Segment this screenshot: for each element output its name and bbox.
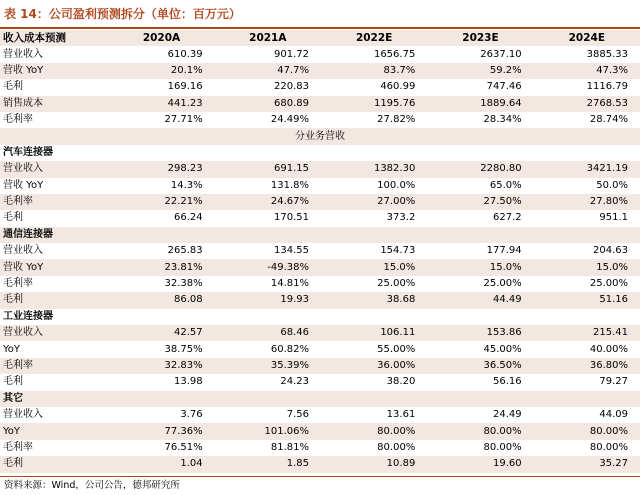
- value-cell: 13.61: [386, 409, 416, 421]
- value-cell: 77.36%: [108, 423, 214, 439]
- value-cell: 35.39%: [215, 358, 321, 374]
- value-cell: 101.06%: [215, 423, 321, 439]
- value-cell: 901.72: [273, 48, 309, 60]
- section-header-row: [0, 145, 640, 161]
- value-cell: 131.8%: [270, 179, 309, 191]
- value-cell: 2280.80: [427, 161, 533, 177]
- header-cell: 2021A: [215, 30, 321, 46]
- table-row: [0, 259, 640, 275]
- row-label: YoY: [3, 343, 21, 355]
- value-cell: 32.38%: [164, 278, 203, 290]
- value-cell: 3421.19: [534, 161, 640, 177]
- value-cell: 44.09: [599, 409, 628, 421]
- top-rule: [0, 27, 640, 29]
- row-label: 毛利率: [3, 441, 33, 453]
- value-cell: 24.49%: [270, 114, 309, 126]
- section-title: 其它: [0, 391, 640, 407]
- value-cell: 86.08: [108, 292, 214, 308]
- value-cell: 55.00%: [377, 343, 416, 355]
- value-cell: 22.21%: [108, 194, 214, 210]
- table-row: [0, 79, 640, 95]
- row-label: 销售成本: [0, 96, 108, 112]
- value-cell: 1889.64: [427, 96, 533, 112]
- table-row: [0, 440, 640, 456]
- value-cell: 1.85: [215, 456, 321, 472]
- value-cell: 19.60: [427, 456, 533, 472]
- row-label: 营收 YoY: [0, 259, 108, 275]
- value-cell: 40.00%: [589, 343, 628, 355]
- table-row: [0, 63, 640, 79]
- value-cell: 81.81%: [270, 441, 309, 453]
- value-cell: 42.57: [108, 325, 214, 341]
- value-cell: 691.15: [215, 161, 321, 177]
- value-cell: 13.98: [174, 376, 203, 388]
- row-label: 营业收入: [0, 161, 108, 177]
- header-cell: 2022E: [321, 30, 427, 46]
- value-cell: 35.27: [534, 456, 640, 472]
- bottom-rule: [0, 476, 640, 477]
- value-cell: 44.49: [427, 292, 533, 308]
- section-title: 汽车连接器: [3, 146, 53, 158]
- table-row: [0, 96, 640, 112]
- value-cell: 220.83: [273, 81, 309, 93]
- value-cell: 610.39: [167, 48, 203, 60]
- row-label: 毛利率: [3, 278, 33, 290]
- value-cell: 100.0%: [377, 179, 416, 191]
- value-cell: 10.89: [321, 456, 427, 472]
- value-cell: -49.38%: [215, 259, 321, 275]
- row-label: 毛利: [0, 292, 108, 308]
- value-cell: 28.34%: [483, 114, 522, 126]
- row-label: 毛利率: [3, 114, 33, 126]
- value-cell: 3.76: [180, 409, 203, 421]
- row-label: 营业收入: [3, 245, 43, 257]
- section-header-row: [0, 309, 640, 325]
- table-row: [0, 178, 640, 194]
- header-cell: 2023E: [427, 30, 533, 46]
- value-cell: 7.56: [286, 409, 309, 421]
- value-cell: 680.89: [215, 96, 321, 112]
- table-row: [0, 161, 640, 177]
- value-cell: 24.49: [493, 409, 522, 421]
- section-header-row: [0, 391, 640, 407]
- section-header-row: [0, 227, 640, 243]
- value-cell: 80.00%: [589, 441, 628, 453]
- value-cell: 747.46: [486, 81, 522, 93]
- value-cell: 83.7%: [321, 63, 427, 79]
- value-cell: 177.94: [486, 245, 522, 257]
- value-cell: 14.3%: [170, 179, 203, 191]
- value-cell: 66.24: [174, 212, 203, 224]
- row-label: 营业收入: [0, 325, 108, 341]
- table-row: [0, 456, 640, 472]
- row-label: 毛利率: [0, 194, 108, 210]
- value-cell: 14.81%: [270, 278, 309, 290]
- row-label: 毛利: [3, 81, 23, 93]
- value-cell: 79.27: [599, 376, 628, 388]
- value-cell: 76.51%: [164, 441, 203, 453]
- segment-divider-row: [0, 128, 640, 144]
- value-cell: 1656.75: [373, 48, 416, 60]
- value-cell: 153.86: [427, 325, 533, 341]
- segment-divider-label: 分业务营收: [0, 128, 640, 144]
- table-row: [0, 423, 640, 439]
- value-cell: 25.00%: [589, 278, 628, 290]
- value-cell: 1116.79: [586, 81, 628, 93]
- value-cell: 1195.76: [321, 96, 427, 112]
- table-row: [0, 112, 640, 128]
- value-cell: 25.00%: [483, 278, 522, 290]
- value-cell: 56.16: [493, 376, 522, 388]
- value-cell: 25.00%: [377, 278, 416, 290]
- value-cell: 3885.33: [586, 48, 628, 60]
- value-cell: 80.00%: [534, 423, 640, 439]
- value-cell: 134.55: [273, 245, 309, 257]
- source-note: 资料来源：Wind，公司公告，德邦研究所: [4, 480, 180, 491]
- value-cell: 23.81%: [108, 259, 214, 275]
- value-cell: 1.04: [108, 456, 214, 472]
- value-cell: 51.16: [534, 292, 640, 308]
- value-cell: 20.1%: [108, 63, 214, 79]
- row-label: 毛利: [3, 376, 23, 388]
- value-cell: 106.11: [321, 325, 427, 341]
- value-cell: 170.51: [273, 212, 309, 224]
- table-row: [0, 210, 640, 226]
- value-cell: 60.82%: [270, 343, 309, 355]
- value-cell: 80.00%: [377, 441, 416, 453]
- value-cell: 265.83: [167, 245, 203, 257]
- table-row: [0, 292, 640, 308]
- value-cell: 28.74%: [589, 114, 628, 126]
- value-cell: 441.23: [108, 96, 214, 112]
- table-row: [0, 325, 640, 341]
- section-title: 通信连接器: [0, 227, 640, 243]
- value-cell: 27.50%: [427, 194, 533, 210]
- value-cell: 1382.30: [321, 161, 427, 177]
- value-cell: 154.73: [380, 245, 416, 257]
- header-cell: 2020A: [108, 30, 214, 46]
- value-cell: 24.23: [280, 376, 309, 388]
- value-cell: 2637.10: [480, 48, 522, 60]
- value-cell: 27.71%: [164, 114, 203, 126]
- value-cell: 27.82%: [377, 114, 416, 126]
- value-cell: 59.2%: [427, 63, 533, 79]
- value-cell: 47.7%: [215, 63, 321, 79]
- table-row: [0, 194, 640, 210]
- value-cell: 15.0%: [534, 259, 640, 275]
- value-cell: 2768.53: [534, 96, 640, 112]
- table-row: [0, 407, 640, 423]
- value-cell: 298.23: [108, 161, 214, 177]
- value-cell: 215.41: [534, 325, 640, 341]
- row-label: 毛利: [0, 456, 108, 472]
- header-cell: 收入成本预测: [0, 30, 108, 46]
- value-cell: 373.2: [386, 212, 416, 224]
- value-cell: 15.0%: [321, 259, 427, 275]
- value-cell: 169.16: [167, 81, 203, 93]
- value-cell: 45.00%: [483, 343, 522, 355]
- row-label: 营收 YoY: [3, 179, 44, 191]
- value-cell: 38.75%: [164, 343, 203, 355]
- table-row: [0, 341, 640, 357]
- value-cell: 627.2: [493, 212, 522, 224]
- value-cell: 36.00%: [321, 358, 427, 374]
- value-cell: 47.3%: [534, 63, 640, 79]
- row-label: 营业收入: [3, 409, 43, 421]
- header-cell: 2024E: [534, 30, 640, 46]
- table-row: [0, 374, 640, 390]
- value-cell: 80.00%: [427, 423, 533, 439]
- value-cell: 80.00%: [483, 441, 522, 453]
- section-title: 工业连接器: [3, 310, 53, 322]
- value-cell: 27.80%: [534, 194, 640, 210]
- table-row: [0, 243, 640, 259]
- value-cell: 50.0%: [596, 179, 628, 191]
- row-label: YoY: [0, 423, 108, 439]
- value-cell: 15.0%: [427, 259, 533, 275]
- value-cell: 68.46: [215, 325, 321, 341]
- value-cell: 951.1: [599, 212, 628, 224]
- value-cell: 38.20: [386, 376, 416, 388]
- table-title: 表 14：公司盈利预测拆分（单位：百万元）: [4, 7, 241, 21]
- row-label: 营收 YoY: [0, 63, 108, 79]
- value-cell: 24.67%: [215, 194, 321, 210]
- value-cell: 32.83%: [108, 358, 214, 374]
- value-cell: 27.00%: [321, 194, 427, 210]
- value-cell: 36.50%: [427, 358, 533, 374]
- forecast-table: [0, 30, 640, 473]
- row-label: 营业收入: [3, 48, 43, 60]
- value-cell: 65.0%: [489, 179, 522, 191]
- value-cell: 204.63: [593, 245, 628, 257]
- value-cell: 38.68: [321, 292, 427, 308]
- table-row: [0, 46, 640, 62]
- table-header-row: [0, 30, 640, 46]
- value-cell: 19.93: [215, 292, 321, 308]
- value-cell: 36.80%: [534, 358, 640, 374]
- row-label: 毛利: [3, 212, 23, 224]
- value-cell: 80.00%: [321, 423, 427, 439]
- row-label: 毛利率: [0, 358, 108, 374]
- table-row: [0, 276, 640, 292]
- table-row: [0, 358, 640, 374]
- value-cell: 460.99: [380, 81, 416, 93]
